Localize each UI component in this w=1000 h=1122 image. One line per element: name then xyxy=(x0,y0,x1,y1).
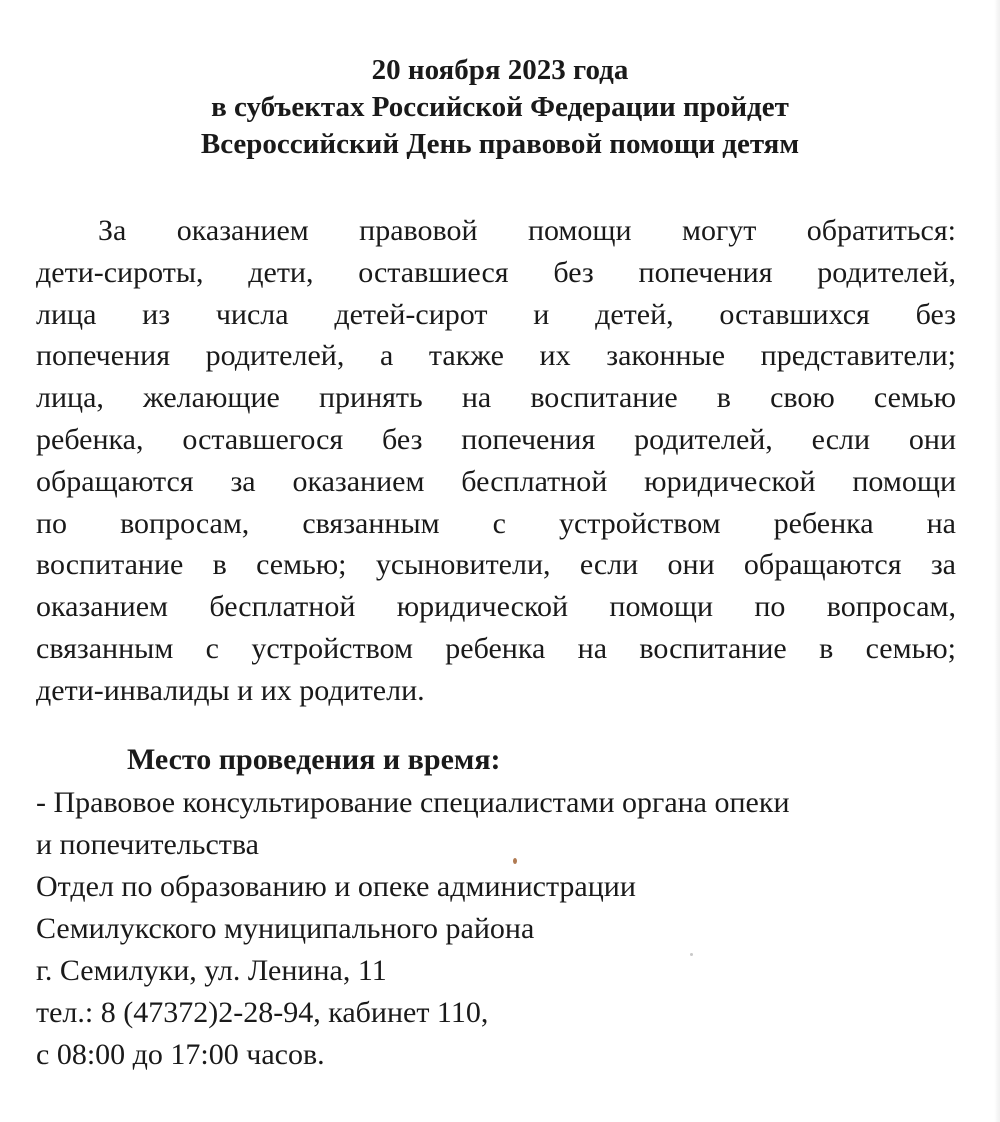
location-details xyxy=(36,782,956,1076)
paragraph-line: ребенка, оставшегося без попечения родителей, если они xyxy=(36,422,956,456)
paragraph-line: лица из числа детей-сирот и детей, оставшихся без xyxy=(36,297,956,331)
address: г. Семилуки, ул. Ленина, 11 xyxy=(36,954,387,987)
title-event-name: Всероссийский День правовой помощи детям xyxy=(200,128,800,160)
title-subtitle: в субъектах Российской Федерации пройдет xyxy=(211,91,789,123)
paragraph-line: попечения родителей, а также их законные представители; xyxy=(36,339,956,373)
district-name: Семилукского муниципального района xyxy=(36,912,535,945)
phone-and-office: тел.: 8 (47372)2-28-94, кабинет 110, xyxy=(36,996,489,1029)
working-hours: с 08:00 до 17:00 часов. xyxy=(36,1038,325,1071)
paragraph-line: связанным с устройством ребенка на воспитание в семью; xyxy=(36,631,956,665)
paragraph-line: обращаются за оказанием бесплатной юридической помощи xyxy=(36,464,956,498)
paragraph-line: по вопросам, связанным с устройством ребенка на xyxy=(36,506,956,540)
document-title xyxy=(0,52,1000,163)
scan-speck xyxy=(513,858,517,864)
paragraph-line: воспитание в семью; усыновители, если они обращаются за xyxy=(36,548,956,582)
scan-edge-shadow xyxy=(994,0,1000,1122)
consultation-line: - Правовое консультирование специалистами органа опеки xyxy=(36,786,790,819)
paragraph-line: лица, желающие принять на воспитание в свою семью xyxy=(36,381,956,415)
paragraph-line: За оказанием правовой помощи могут обратиться: xyxy=(98,214,956,247)
consultation-line-continued: и попечительства xyxy=(36,828,259,861)
location-heading: Место проведения и время: xyxy=(127,743,501,776)
paragraph-line: дети-инвалиды и их родители. xyxy=(36,673,425,707)
paragraph-line: дети-сироты, дети, оставшиеся без попечения родителей, xyxy=(36,255,956,289)
intro-paragraph xyxy=(36,210,956,712)
paragraph-line: оказанием бесплатной юридической помощи по вопросам, xyxy=(36,590,956,624)
scan-speck xyxy=(690,953,693,956)
department-name: Отдел по образованию и опеке администрации xyxy=(36,870,636,903)
title-date: 20 ноября 2023 года xyxy=(371,54,629,86)
